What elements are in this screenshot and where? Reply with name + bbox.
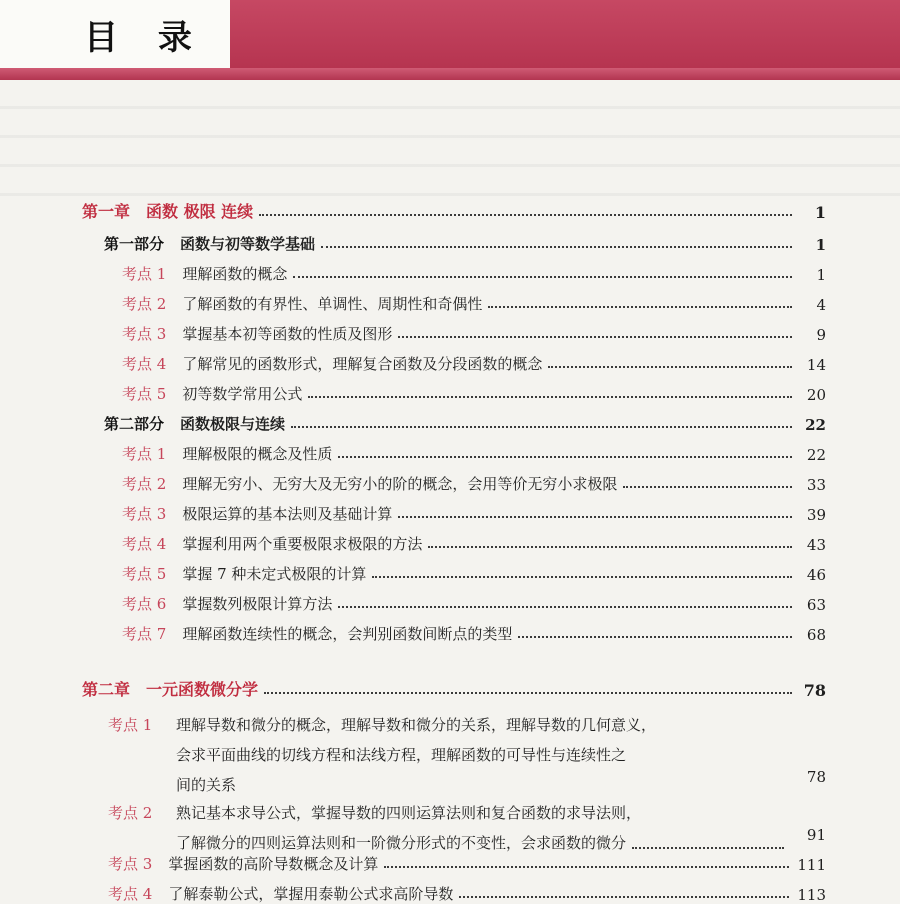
chapter-title: 函数 极限 连续	[146, 202, 254, 221]
leader-dots	[459, 895, 789, 898]
entry-line: 间的关系	[176, 776, 237, 794]
entry-title: 了解泰勒公式，掌握用泰勒公式求高阶导数	[168, 885, 454, 903]
entry-title: 理解函数连续性的概念，会判别函数间断点的类型	[182, 625, 513, 643]
page-number: 111	[797, 856, 826, 874]
entry-title: 掌握利用两个重要极限求极限的方法	[182, 535, 423, 553]
toc-entry[interactable]	[122, 528, 826, 554]
entry-title: 掌握函数的高阶导数概念及计算	[168, 855, 379, 873]
entry-title: 理解函数的概念	[182, 265, 288, 283]
kaodian-label: 考点 2	[122, 475, 167, 493]
leader-dots	[488, 305, 792, 308]
chapter-1-entry[interactable]	[82, 196, 826, 222]
kaodian-label: 考点 1	[122, 445, 167, 463]
page-number: 1	[816, 266, 826, 284]
entry-line: 会求平面曲线的切线方程和法线方程，理解函数的可导性与连续性之	[176, 746, 627, 764]
kaodian-label: 考点 7	[122, 625, 167, 643]
entry-title: 极限运算的基本法则及基础计算	[182, 505, 393, 523]
toc-entry[interactable]	[122, 318, 826, 344]
toc-entry[interactable]	[122, 348, 826, 374]
kaodian-label: 考点 3	[108, 855, 153, 873]
kaodian-label: 考点 5	[122, 385, 167, 403]
page-number: 1	[814, 203, 826, 222]
leader-dots	[259, 213, 792, 216]
page-number: 39	[806, 506, 826, 524]
toc-entry[interactable]	[108, 848, 826, 874]
page-number: 33	[806, 476, 826, 494]
page-number: 46	[806, 566, 826, 584]
part-title: 函数极限与连续	[180, 415, 286, 433]
leader-dots	[308, 395, 792, 398]
page-number: 22	[806, 446, 826, 464]
entry-line: 理解导数和微分的概念，理解导数和微分的关系，理解导数的几何意义，	[176, 716, 657, 734]
leader-dots	[321, 245, 792, 248]
entry-title: 了解函数的有界性、单调性、周期性和奇偶性	[182, 295, 483, 313]
leader-dots	[338, 605, 792, 608]
toc-entry[interactable]	[122, 258, 826, 284]
page-number: 113	[797, 886, 826, 904]
chapter-title: 一元函数微分学	[146, 680, 259, 699]
toc-entry[interactable]	[122, 438, 826, 464]
toc-entry[interactable]	[108, 878, 826, 904]
toc-entry[interactable]	[122, 468, 826, 494]
entry-title: 掌握基本初等函数的性质及图形	[182, 325, 393, 343]
page-number: 22	[805, 416, 826, 434]
leader-dots	[291, 425, 792, 428]
page-number: 78	[806, 768, 826, 786]
kaodian-label: 考点 6	[122, 595, 167, 613]
entry-title: 初等数学常用公式	[182, 385, 303, 403]
chapter-2-entry[interactable]	[82, 674, 826, 700]
leader-dots	[293, 275, 792, 278]
toc-entry[interactable]	[122, 288, 826, 314]
toc-entry[interactable]	[122, 618, 826, 644]
chapter-label: 第二章	[82, 680, 131, 699]
kaodian-label: 考点 2	[108, 804, 153, 822]
page-number: 14	[806, 356, 826, 374]
toc-entry[interactable]	[122, 378, 826, 404]
kaodian-label: 考点 1	[122, 265, 167, 283]
part-label: 第一部分	[104, 235, 165, 253]
page-number: 68	[806, 626, 826, 644]
part-1-entry[interactable]	[104, 228, 826, 254]
kaodian-label: 考点 2	[122, 295, 167, 313]
leader-dots	[428, 545, 792, 548]
part-title: 函数与初等数学基础	[180, 235, 316, 253]
leader-dots	[623, 485, 792, 488]
kaodian-label: 考点 5	[122, 565, 167, 583]
entry-title: 理解无穷小、无穷大及无穷小的阶的概念，会用等价无穷小求极限	[182, 475, 618, 493]
page-number: 20	[806, 386, 826, 404]
leader-dots	[398, 335, 792, 338]
entry-title: 理解极限的概念及性质	[182, 445, 333, 463]
page-number: 63	[806, 596, 826, 614]
part-label: 第二部分	[104, 415, 165, 433]
toc-entry-multiline[interactable]	[108, 710, 826, 802]
leader-dots	[398, 515, 792, 518]
entry-title: 了解常见的函数形式，理解复合函数及分段函数的概念	[182, 355, 543, 373]
kaodian-label: 考点 4	[122, 535, 167, 553]
page-title: 目 录	[84, 18, 206, 58]
entry-line: 了解微分的四则运算法则和一阶微分形式的不变性，会求函数的微分	[176, 834, 627, 852]
leader-dots	[548, 365, 792, 368]
toc-entry[interactable]	[122, 498, 826, 524]
kaodian-label: 考点 3	[122, 505, 167, 523]
leader-dots	[384, 865, 789, 868]
entry-line: 熟记基本求导公式，掌握导数的四则运算法则和复合函数的求导法则，	[176, 804, 642, 822]
kaodian-label: 考点 4	[122, 355, 167, 373]
toc-entry[interactable]	[122, 588, 826, 614]
chapter-label: 第一章	[82, 202, 131, 221]
part-2-entry[interactable]	[104, 408, 826, 434]
kaodian-label: 考点 4	[108, 885, 153, 903]
page-number: 78	[803, 681, 826, 700]
kaodian-label: 考点 3	[122, 325, 167, 343]
leader-dots	[518, 635, 792, 638]
page-number: 9	[816, 326, 826, 344]
entry-title: 掌握数列极限计算方法	[182, 595, 333, 613]
leader-dots	[372, 575, 792, 578]
kaodian-label: 考点 1	[108, 716, 153, 734]
page-number: 43	[806, 536, 826, 554]
leader-dots	[338, 455, 792, 458]
page-number: 91	[806, 826, 826, 844]
entry-title: 掌握 7 种未定式极限的计算	[182, 565, 367, 583]
toc-entry[interactable]	[122, 558, 826, 584]
page-number: 1	[815, 236, 826, 254]
leader-dots	[264, 691, 792, 694]
page-number: 4	[816, 296, 826, 314]
